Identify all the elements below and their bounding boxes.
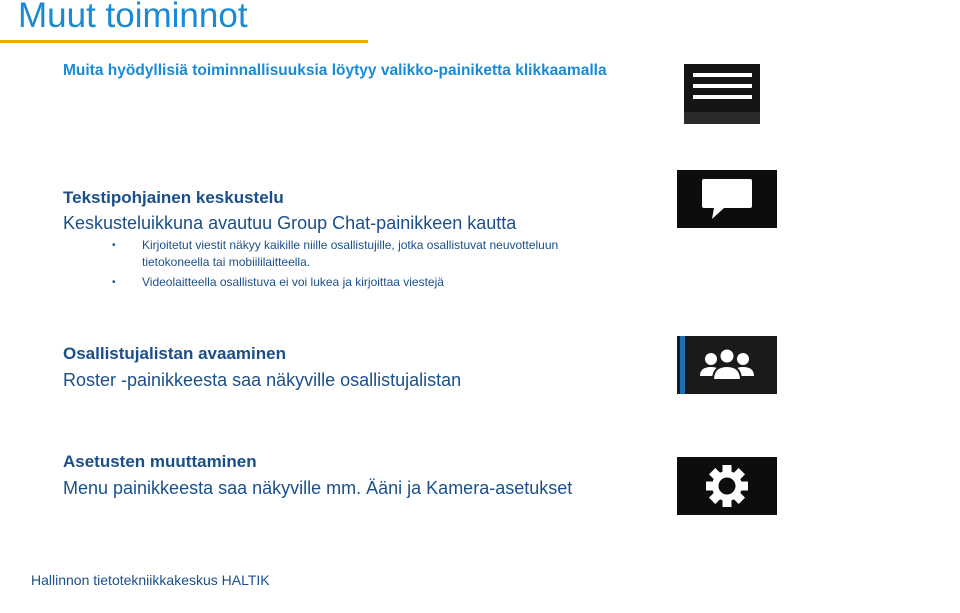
list-item: [108, 274, 578, 291]
intro-text: Muita hyödyllisiä toiminnallisuuksia löytyy valikko-painiketta klikkaamalla: [63, 62, 607, 79]
chat-bullet-list: [108, 237, 578, 294]
bullet-icon: •: [112, 240, 116, 251]
menu-icon: [684, 64, 760, 124]
chat-section-heading: Tekstipohjainen keskustelu: [63, 188, 284, 207]
bullet-text: Videolaitteella osallistuva ei voi lukea ja kirjoittaa viestejä: [142, 275, 444, 289]
title-underline: [0, 40, 368, 43]
roster-button[interactable]: [677, 336, 777, 394]
bullet-icon: •: [112, 277, 116, 288]
menu-button[interactable]: [684, 64, 760, 124]
list-item: [108, 237, 578, 271]
page-title: Muut toiminnot: [18, 0, 248, 35]
roster-section-subtitle: Roster -painikkeesta saa näkyville osallistujalistan: [63, 370, 462, 390]
settings-section-heading: Asetusten muuttaminen: [63, 452, 257, 471]
settings-button[interactable]: [677, 457, 777, 515]
chat-bubble-icon: [700, 176, 754, 222]
bullet-text: Kirjoitetut viestit näkyy kaikille niille osallistujille, jotka osallistuvat neuvotteluun tietokoneella tai mobiililaitteella.: [142, 238, 559, 269]
settings-section-subtitle: Menu painikkeesta saa näkyville mm. Ääni ja Kamera-asetukset: [63, 478, 573, 498]
roster-section-heading: Osallistujalistan avaaminen: [63, 344, 286, 363]
chat-section-subtitle: Keskusteluikkuna avautuu Group Chat-painikkeen kautta: [63, 213, 517, 233]
people-icon: [697, 345, 757, 385]
roster-active-bar: [680, 336, 685, 394]
gear-icon: [702, 461, 752, 511]
group-chat-button[interactable]: [677, 170, 777, 228]
footer-text: Hallinnon tietotekniikkakeskus HALTIK: [31, 572, 270, 588]
